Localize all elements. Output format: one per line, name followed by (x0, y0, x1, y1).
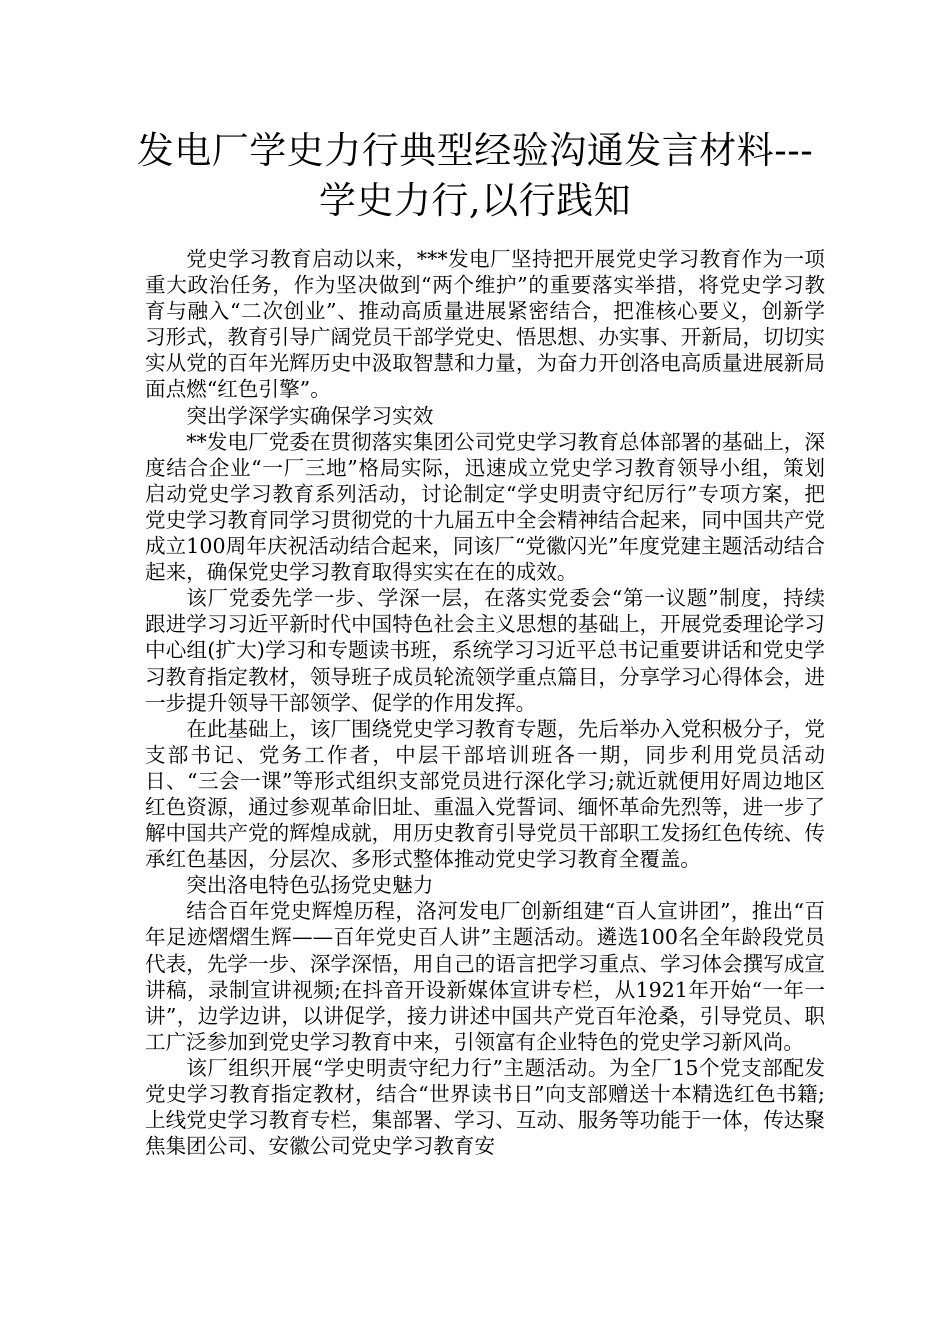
section-heading-2: 突出洛电特色弘扬党史魅力 (186, 873, 434, 898)
title-line-2: 学史力行,以行践知 (318, 179, 632, 222)
paragraph: 结合百年党史辉煌历程，洛河发电厂创新组建“百人宣讲团”，推出“百年足迹熠熠生辉——百年党史百人讲”主题活动。遴选100名全年龄段党员代表，先学一步、深学深悟，用自己的语言把学习重点、学习体会撰写成宣讲稿，录制宣讲视频;在抖音开设新媒体宣讲专栏，从1921年开始“一年一讲”，边学边讲，以讲促学，接力讲述中国共产党百年沧桑，引导党员、职工广泛参加到党史学习教育中来，引领富有企业特色的党史学习新风尚。 (145, 899, 825, 1054)
paragraph: **发电厂党委在贯彻落实集团公司党史学习教育总体部署的基础上，深度结合企业“一厂三地”格局实际，迅速成立党史学习教育领导小组，策划启动党史学习教育系列活动，讨论制定“学史明责守纪厉行”专项方案，把党史学习教育同学习贯彻党的十九届五中全会精神结合起来，同中国共产党成立100周年庆祝活动结合起来，同该厂“党徽闪光”年度党建主题活动结合起来，确保党史学习教育取得实实在在的成效。 (145, 429, 825, 585)
section-heading-1: 突出学深学实确保学习实效 (186, 403, 434, 428)
document-title (60, 126, 890, 226)
paragraph: 该厂组织开展“学史明责守纪力行”主题活动。为全厂15个党支部配发党史学习教育指定教材，结合“世界读书日”向支部赠送十本精选红色书籍;上线党史学习教育专栏，集部署、学习、互动、服务等功能于一体，传达聚焦集团公司、安徽公司党史学习教育安 (145, 1055, 825, 1159)
paragraph: 该厂党委先学一步、学深一层，在落实党委会“第一议题”制度，持续跟进学习习近平新时代中国特色社会主义思想的基础上，开展党委理论学习中心组(扩大)学习和专题读书班，系统学习习近平总书记重要讲话和党史学习教育指定教材，领导班子成员轮流领学重点篇目，分享学习心得体会，进一步提升领导干部领学、促学的作用发挥。 (145, 586, 825, 715)
document-body (145, 246, 825, 1159)
paragraph: 在此基础上，该厂围绕党史学习教育专题，先后举办入党积极分子，党支部书记、党务工作者，中层干部培训班各一期，同步利用党员活动日、“三会一课”等形式组织支部党员进行深化学习;就近就便用好周边地区红色资源，通过参观革命旧址、重温入党誓词、缅怀革命先烈等，进一步了解中国共产党的辉煌成就，用历史教育引导党员干部职工发扬红色传统、传承红色基因，分层次、多形式整体推动党史学习教育全覆盖。 (145, 716, 825, 872)
paragraph-intro: 党史学习教育启动以来，***发电厂坚持把开展党史学习教育作为一项重大政治任务，作为坚决做到“两个维护”的重要落实举措，将党史学习教育与融入“二次创业”、推动高质量进展紧密结合，把准核心要义，创新学习形式，教育引导广阔党员干部学党史、悟思想、办实事、开新局，切切实实从党的百年光辉历史中汲取智慧和力量，为奋力开创洛电高质量进展新局面点燃“红色引擎”。 (145, 247, 825, 402)
title-line-1: 发电厂学史力行典型经验沟通发言材料--- (136, 129, 814, 172)
